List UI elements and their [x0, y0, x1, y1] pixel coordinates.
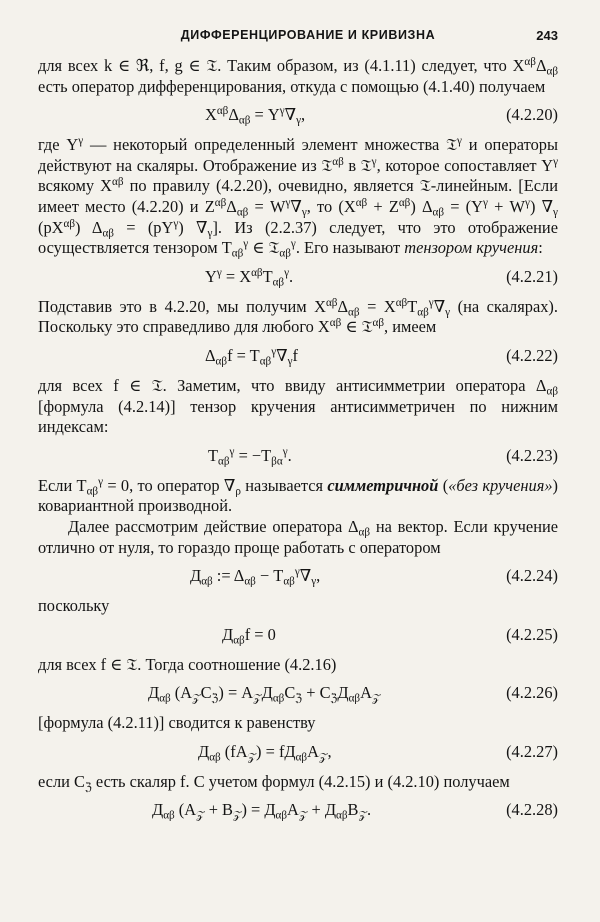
equation-formula: $Д_{\alpha\beta}$ := $\Delta_{\alpha\beta} - T_{\alpha\beta}^\gamma\nabla_\gamma$,: [190, 565, 321, 588]
equation-number: (4.2.27): [506, 741, 558, 761]
equation-formula: $\Delta_{\alpha\beta}f = T_{\alpha\beta}^\gamma\nabla_\gamma f$: [205, 345, 298, 368]
paragraph: Подставив это в 4.2.20, мы получим $X^{\alpha\beta}\Delta_{\alpha\beta} = X^{\alpha\beta}T_{\alpha\beta}^\gamma\nabla_\gamma$ (на скалярах). Поскольку это справедливо для любого $X^{\alpha\beta}$ ∈ 𝔗$^{\alpha\beta}$, имеем: [38, 296, 558, 337]
page-body: [38, 56, 558, 824]
equation-number: (4.2.20): [506, 105, 558, 125]
equation-number: (4.2.25): [506, 624, 558, 644]
equation-formula: $T_{\alpha\beta}^\gamma = -T_{\beta\alpha}^\gamma$.: [208, 445, 292, 468]
display-equation: [38, 740, 558, 766]
paragraph: для всех k ∈ ℜ, f, g ∈ 𝔗. Таким образом, из (4.1.11) следует, что $X^{\alpha\beta}\Delta_{\alpha\beta}$ есть оператор дифференцирования, откуда с помощью (4.1.40) получаем: [38, 55, 558, 96]
display-equation: [38, 444, 558, 470]
equation-formula: $Y^\gamma = X^{\alpha\beta}T_{\alpha\beta}^\gamma$.: [205, 266, 294, 289]
display-equation: [38, 103, 558, 129]
paragraph: если $C_ℨ$ есть скаляр f. С учетом формул (4.2.15) и (4.2.10) получаем: [38, 771, 510, 794]
equation-number: (4.2.26): [506, 683, 558, 703]
equation-formula: $Д_{\alpha\beta}$ $(A_𝒵 + B_𝒵) = Д_{\alpha\beta}A_𝒵 + Д_{\alpha\beta}B_𝒵$.: [152, 800, 372, 822]
display-equation: [38, 798, 558, 824]
equation-number: (4.2.24): [506, 566, 558, 586]
equation-number: (4.2.22): [506, 345, 558, 365]
running-title: ДИФФЕРЕНЦИРОВАНИЕ И КРИВИЗНА: [180, 28, 436, 42]
equation-formula: $Д_{\alpha\beta}$ $(A_𝒵C_ℨ) = A_𝒵Д_{\alpha\beta}C_ℨ + C_ℨД_{\alpha\beta}A_𝒵$: [148, 683, 381, 705]
equation-number: (4.2.28): [506, 800, 558, 820]
equation-formula: $Д_{\alpha\beta}$ $(fA_𝒵) = fД_{\alpha\beta}A_𝒵$,: [198, 741, 332, 764]
display-equation: [38, 265, 558, 291]
equation-formula: $X^{\alpha\beta}\Delta_{\alpha\beta} = Y^\gamma\nabla_\gamma$,: [205, 105, 306, 127]
equation-number: (4.2.21): [506, 266, 558, 286]
paragraph: для всех f ∈ 𝔗. Тогда соотношение (4.2.16): [38, 654, 337, 674]
display-equation: [38, 623, 558, 649]
paragraph: [формула (4.2.11)] сводится к равенству: [38, 713, 316, 733]
page-number: 243: [536, 28, 558, 43]
paragraph: для всех f ∈ 𝔗. Заметим, что ввиду антисимметрии оператора $\Delta_{\alpha\beta}$ [формула (4.2.14)] тензор кручения антисимметричен по нижним индексам:: [38, 375, 558, 437]
paragraph: где $Y^\gamma$ — некоторый определенный элемент множества 𝔗$^\gamma$ и операторы действуют на скаляры. Отображение из 𝔗$^{\alpha\beta}$ в 𝔗$^\gamma$, которое сопоставляет $Y^\gamma$ всякому $X^{\alpha\beta}$ по правилу (4.2.20), очевидно, является 𝔗-линейным. [Если имеет место (4.2.20) и $Z^{\alpha\beta}\Delta_{\alpha\beta} = W^\gamma\nabla_\gamma$, то $(X^{\alpha\beta} + Z^{\alpha\beta}) \Delta_{\alpha\beta} = (Y^\gamma + W^\gamma)$ $\nabla_\gamma$ $(pX^{\alpha\beta}) \Delta_{\alpha\beta} = (pY^\gamma)$ $\nabla_\gamma$]. Из (2.2.37) следует, что это отображение осуществляется тензором $T_{\alpha\beta}^\gamma$ ∈ 𝔗$_{\alpha\beta}^\gamma$. Его называют тензором кручения:: [38, 135, 558, 260]
paragraph: поскольку: [38, 596, 110, 616]
display-equation: [38, 344, 558, 370]
equation-number: (4.2.23): [506, 445, 558, 465]
display-equation: [38, 564, 558, 590]
paragraph: Если $T_{\alpha\beta}^\gamma = 0$, то оператор $\nabla_\rho$ называется симметричной («без кручения») ковариантной производной.: [38, 475, 558, 516]
page-header: [38, 28, 558, 56]
paragraph: Далее рассмотрим действие оператора $\Delta_{\alpha\beta}$ на вектор. Если кручение отлично от нуля, то гораздо проще работать с оператором: [38, 516, 559, 557]
display-equation: [38, 681, 558, 707]
equation-formula: $Д_{\alpha\beta}f = 0$: [222, 624, 276, 647]
